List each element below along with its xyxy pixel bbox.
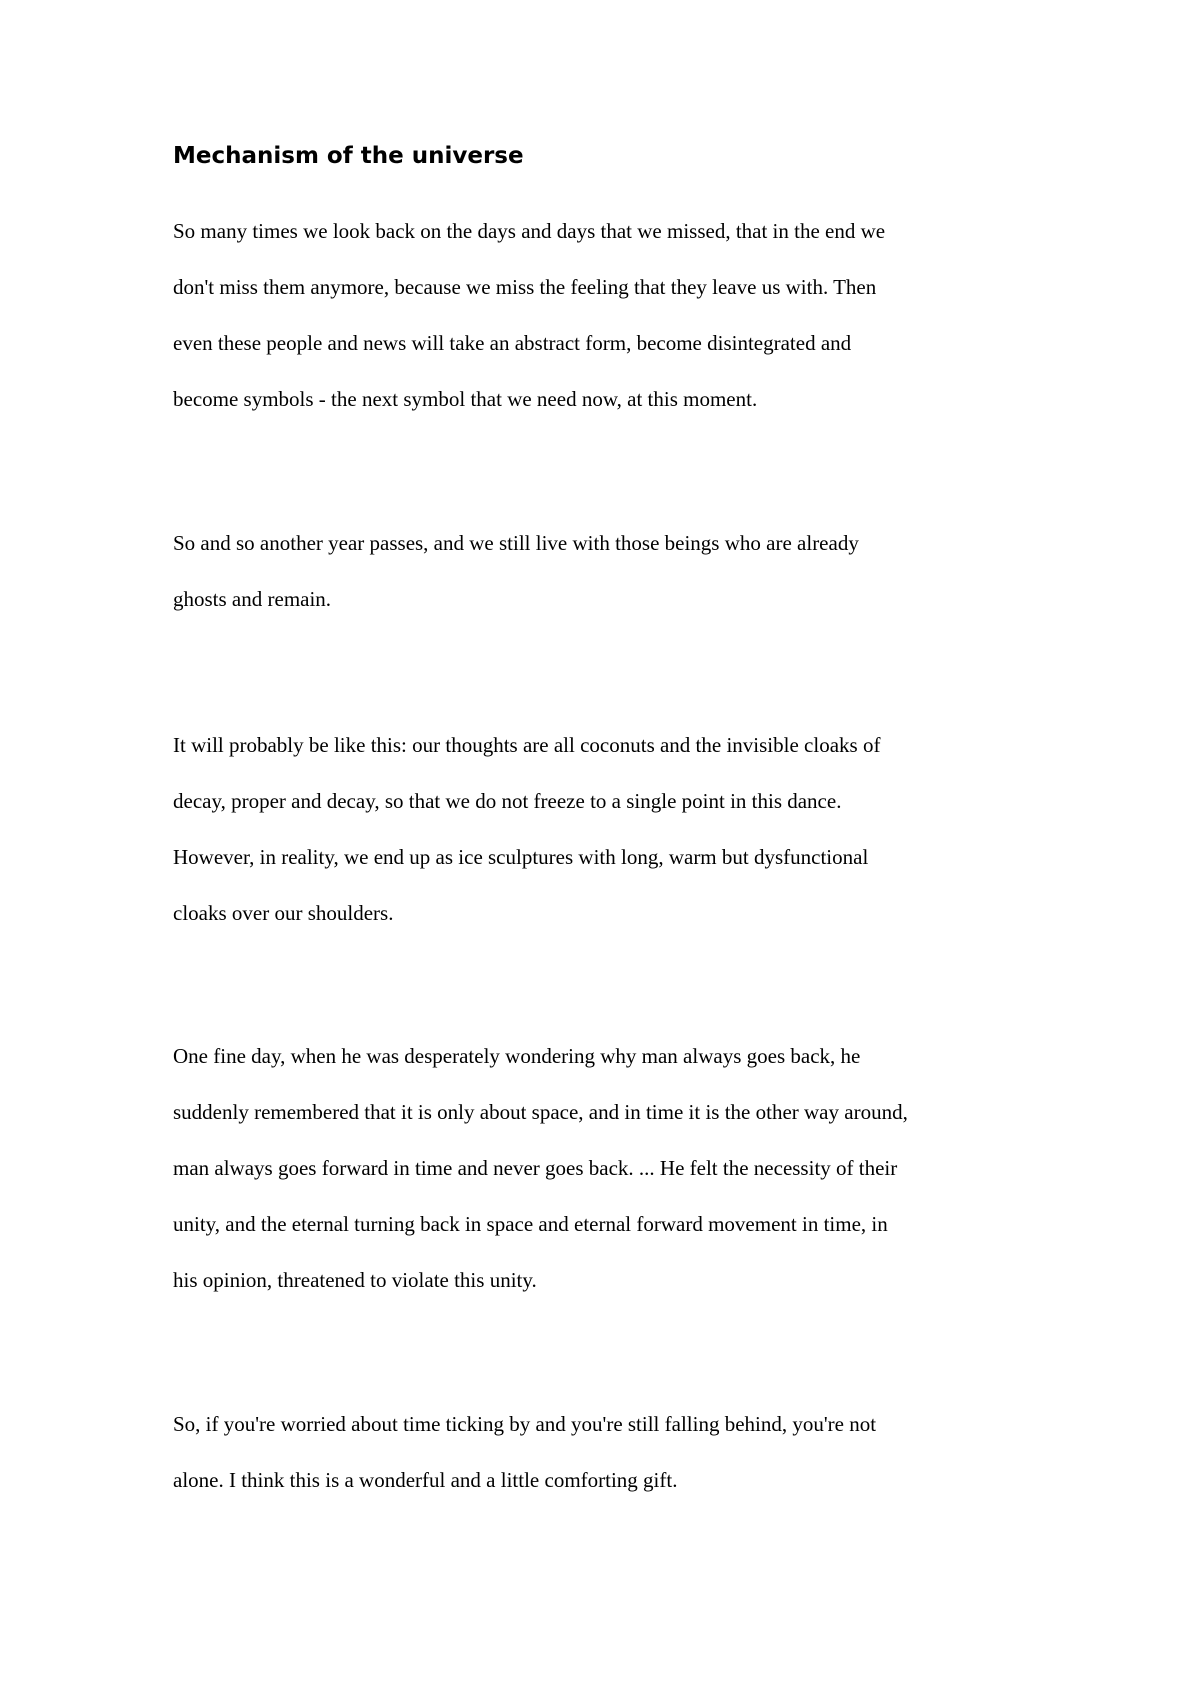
paragraph-line: become symbols - the next symbol that we need now, at this moment. <box>173 387 758 411</box>
paragraph-line: even these people and news will take an abstract form, become disintegrated and <box>173 331 852 355</box>
paragraph-line: One fine day, when he was desperately wondering why man always goes back, he <box>173 1044 861 1068</box>
paragraph-line: cloaks over our shoulders. <box>173 901 394 925</box>
paragraph-4 <box>173 1028 908 1308</box>
paragraph-line: So many times we look back on the days and days that we missed, that in the end we <box>173 219 886 243</box>
paragraph-line: So and so another year passes, and we still live with those beings who are already <box>173 531 859 555</box>
paragraph-line: ghosts and remain. <box>173 587 332 611</box>
paragraph-line: unity, and the eternal turning back in space and eternal forward movement in time, in <box>173 1212 888 1236</box>
paragraph-line: suddenly remembered that it is only about space, and in time it is the other way around, <box>173 1100 908 1124</box>
paragraph-1 <box>173 203 885 427</box>
paragraph-line: decay, proper and decay, so that we do not freeze to a single point in this dance. <box>173 789 842 813</box>
paragraph-line: man always goes forward in time and never goes back. ... He felt the necessity of their <box>173 1156 898 1180</box>
paragraph-line: his opinion, threatened to violate this unity. <box>173 1268 537 1292</box>
paragraph-line: It will probably be like this: our thoughts are all coconuts and the invisible cloaks of <box>173 733 881 757</box>
paragraph-line: don't miss them anymore, because we miss the feeling that they leave us with. Then <box>173 275 877 299</box>
paragraph-line: So, if you're worried about time ticking by and you're still falling behind, you're not <box>173 1412 877 1436</box>
paragraph-5 <box>173 1396 876 1508</box>
paragraph-line: alone. I think this is a wonderful and a little comforting gift. <box>173 1468 678 1492</box>
document-title: Mechanism of the universe <box>173 143 524 169</box>
paragraph-line: However, in reality, we end up as ice sculptures with long, warm but dysfunctional <box>173 845 869 869</box>
paragraph-2 <box>173 515 859 627</box>
paragraph-3 <box>173 717 880 941</box>
